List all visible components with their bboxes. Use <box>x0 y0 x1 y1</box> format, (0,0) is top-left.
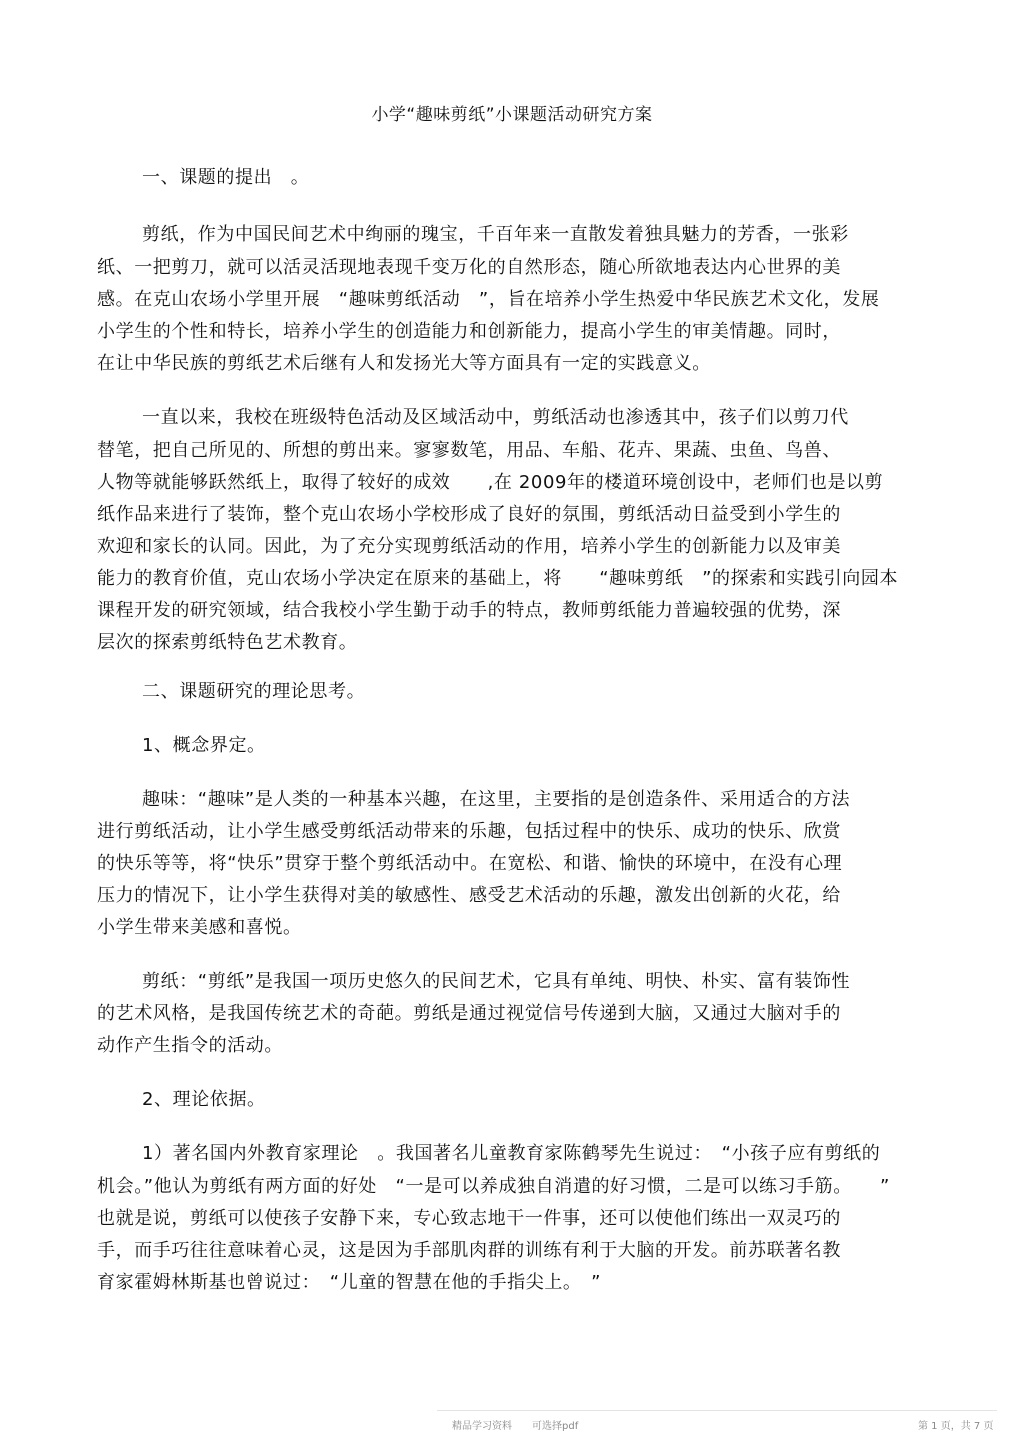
document-title: 小学“趣味剪纸”小课题活动研究方案 <box>371 105 653 125</box>
paragraph-2-line: 层次的探索剪纸特色艺术教育。 <box>97 632 358 653</box>
subheading-2: 2、理论依据。 <box>142 1089 266 1110</box>
paragraph-5-line: 1）著名国内外教育家理论 。我国著名儿童教育家陈鹤琴先生说过： “小孩子应有剪纸的 <box>142 1143 881 1164</box>
footer-divider <box>437 1410 997 1411</box>
section-heading-1: 一、课题的提出 。 <box>142 167 310 188</box>
paragraph-1-line: 剪纸，作为中国民间艺术中绚丽的瑰宝，千百年来一直散发着独具魅力的芳香，一张彩 <box>142 224 849 245</box>
paragraph-1-line: 纸、一把剪刀，就可以活灵活现地表现千变万化的自然形态，随心所欲地表达内心世界的美 <box>97 257 841 278</box>
section-heading-2: 二、课题研究的理论思考。 <box>142 681 366 702</box>
paragraph-2-line: 一直以来，我校在班级特色活动及区域活动中，剪纸活动也渗透其中，孩子们以剪刀代 <box>142 407 849 428</box>
paragraph-3-line: 小学生带来美感和喜悦。 <box>97 917 302 938</box>
subheading-1: 1、概念界定。 <box>142 735 266 756</box>
footer-left-text: 精品学习资料 可选择pdf <box>452 1421 579 1432</box>
paragraph-4-line: 动作产生指令的活动。 <box>97 1035 283 1056</box>
paragraph-1-line: 在让中华民族的剪纸艺术后继有人和发扬光大等方面具有一定的实践意义。 <box>97 353 711 374</box>
paragraph-5-line: 育家霍姆林斯基也曾说过： “儿童的智慧在他的手指尖上。 ” <box>97 1272 602 1293</box>
paragraph-3-line: 进行剪纸活动，让小学生感受剪纸活动带来的乐趣，包括过程中的快乐、成功的快乐、欣赏 <box>97 821 841 842</box>
paragraph-4-line: 的艺术风格，是我国传统艺术的奇葩。剪纸是通过视觉信号传递到大脑，又通过大脑对手的 <box>97 1003 841 1024</box>
paragraph-3-line: 的快乐等等，将“快乐”贯穿于整个剪纸活动中。在宽松、和谐、愉快的环境中，在没有心理 <box>97 853 843 874</box>
page-number: 第 1 页，共 7 页 <box>918 1421 994 1432</box>
paragraph-2-line: 人物等就能够跃然纸上，取得了较好的成效 ,在 2009年的楼道环境创设中，老师们也是以剪 <box>97 472 884 493</box>
paragraph-1-line: 小学生的个性和特长，培养小学生的创造能力和创新能力，提高小学生的审美情趣。同时， <box>97 321 841 342</box>
paragraph-2-line: 能力的教育价值，克山农场小学决定在原来的基础上，将 “趣味剪纸 ”的探索和实践引向园本 <box>97 568 899 589</box>
paragraph-5-line: 手，而手巧往往意味着心灵，这是因为手部肌肉群的训练有利于大脑的开发。前苏联著名教 <box>97 1240 841 1261</box>
paragraph-5-line: 机会。”他认为剪纸有两方面的好处 “一是可以养成独自消遣的好习惯，二是可以练习手筋。 ” <box>97 1176 890 1197</box>
paragraph-4-line: 剪纸：“剪纸”是我国一项历史悠久的民间艺术，它具有单纯、明快、朴实、富有装饰性 <box>142 971 851 992</box>
paragraph-2-line: 课程开发的研究领域，结合我校小学生勤于动手的特点，教师剪纸能力普遍较强的优势，深 <box>97 600 841 621</box>
paragraph-3-line: 压力的情况下，让小学生获得对美的敏感性、感受艺术活动的乐趣，激发出创新的火花，给 <box>97 885 841 906</box>
paragraph-2-line: 替笔，把自己所见的、所想的剪出来。寥寥数笔，用品、车船、花卉、果蔬、虫鱼、鸟兽、 <box>97 440 841 461</box>
paragraph-5-line: 也就是说，剪纸可以使孩子安静下来，专心致志地干一件事，还可以使他们练出一双灵巧的 <box>97 1208 841 1229</box>
paragraph-2-line: 欢迎和家长的认同。因此，为了充分实现剪纸活动的作用，培养小学生的创新能力以及审美 <box>97 536 841 557</box>
paragraph-1-line: 感。在克山农场小学里开展 “趣味剪纸活动 ”，旨在培养小学生热爱中华民族艺术文化，发展 <box>97 289 880 310</box>
paragraph-3-line: 趣味：“趣味”是人类的一种基本兴趣，在这里，主要指的是创造条件、采用适合的方法 <box>142 789 851 810</box>
paragraph-2-line: 纸作品来进行了装饰，整个克山农场小学校形成了良好的氛围，剪纸活动日益受到小学生的 <box>97 504 841 525</box>
